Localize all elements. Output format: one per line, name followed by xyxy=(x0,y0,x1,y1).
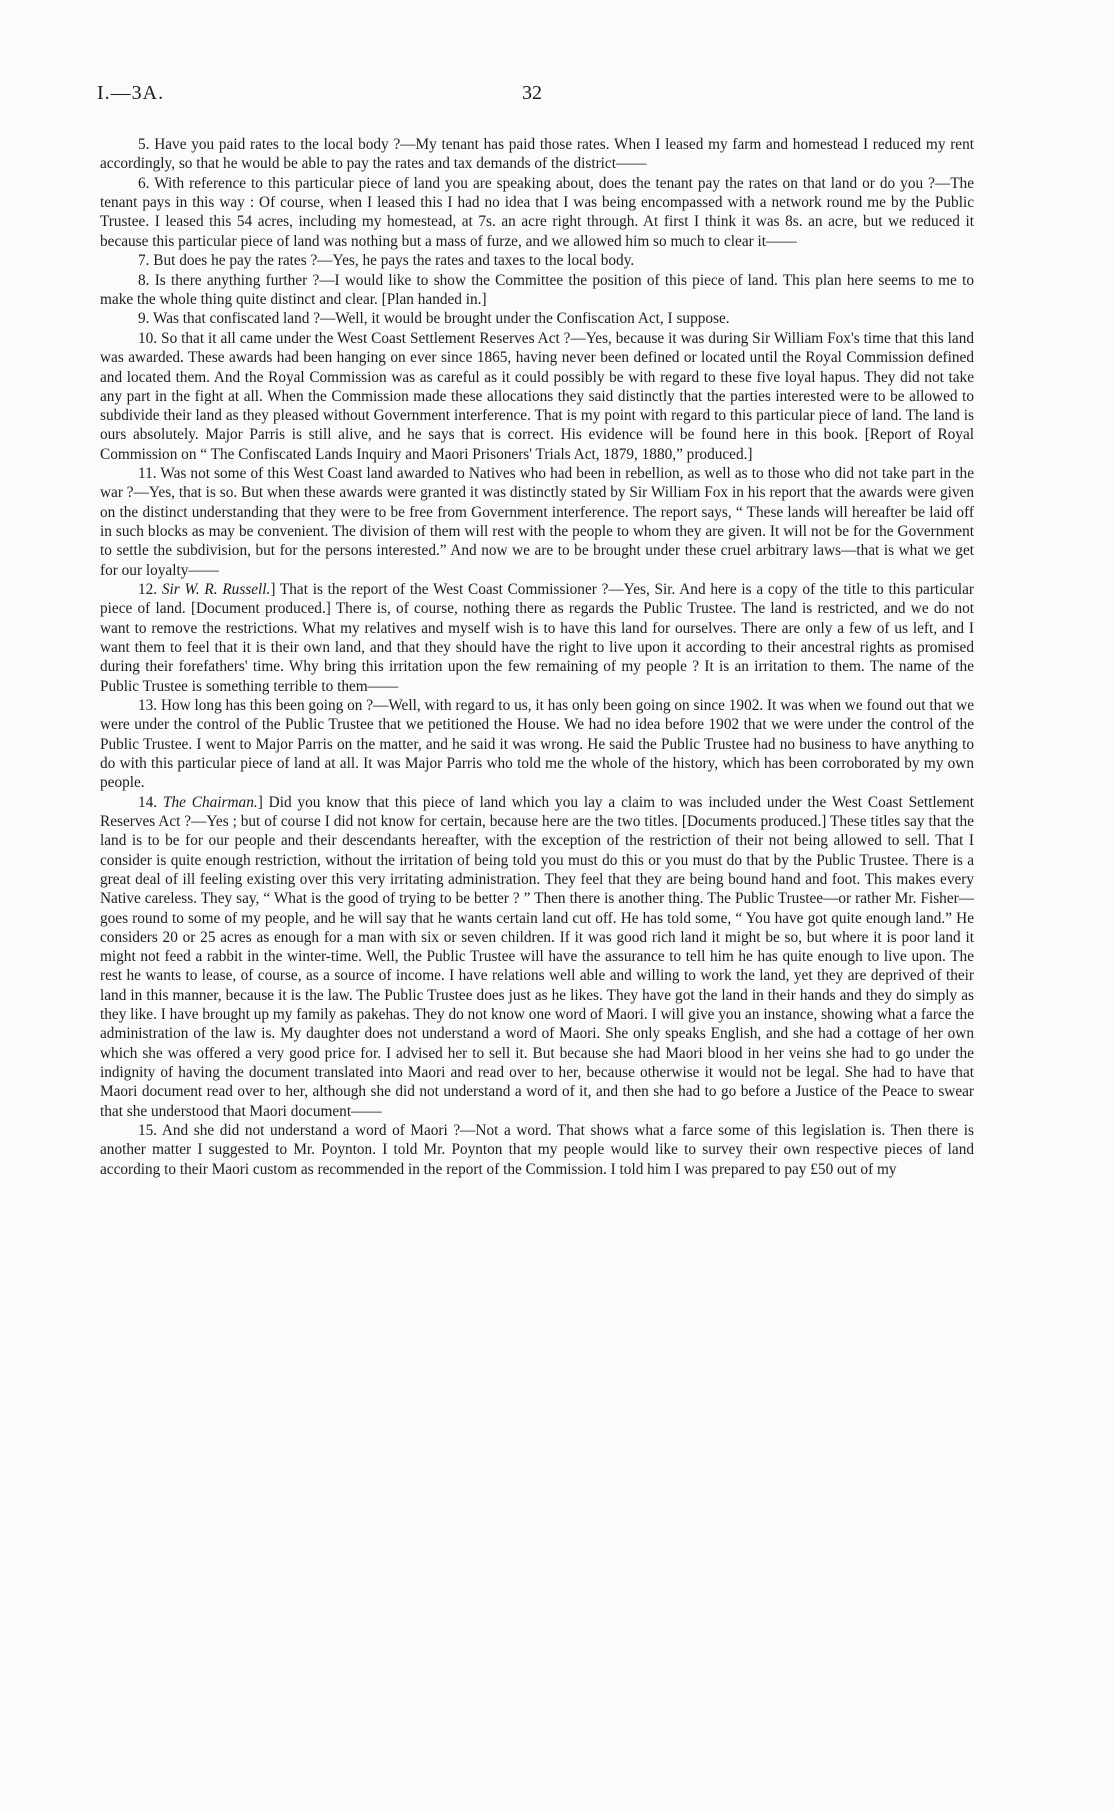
paragraph-9: 9. Was that confiscated land ?—Well, it would be brought under the Confiscation Act, I suppose. xyxy=(138,310,730,328)
page-reference: I.—3A. xyxy=(97,82,165,104)
paragraph-13: 13. How long has this been going on ?—Well, with regard to us, it has only been going on since 1902. It was when we found out that we were under the control of the Public Trustee that we petitioned the House. We had no idea before 1902 that we were under the control of the Public Trustee. I went to Major Parris on the matter, and he said it was wrong. He said the Public Trustee had no business to have anything to do with this particular piece of land at all. It was Major Parris who told me the whole of the history, which has been corroborated by my own people. xyxy=(100,697,974,792)
paragraph-14 xyxy=(100,793,974,1121)
paragraph-6: 6. With reference to this particular piece of land you are speaking about, does the tenant pay the rates on that land or do you ?—The tenant pays in this way : Of course, when I leased this I had no idea that I was being encompassed with a network round me by the Public Trustee. I leased this 54 acres, including my homestead, at 7s. an acre right through. At first I think it was 8s. an acre, but we reduced it because this particular piece of land was nothing but a mass of furze, and we allowed him so much to clear it—— xyxy=(100,174,974,250)
paragraph-5: 5. Have you paid rates to the local body ?—My tenant has paid those rates. When I leased my farm and homestead I reduced my rent accordingly, so that he would be able to pay the rates and tax demands of the district—— xyxy=(100,136,974,173)
paragraph-text: ] That is the report of the West Coast Commissioner ?—Yes, Sir. And here is a copy of the title to this particular piece of land. [Document produced.] There is, of course, nothing there as regards the Public Trustee. The land is restricted, and we do not want to remove the restrictions. What my relatives and myself wish is to have this land for ourselves. There are only a few of us left, and I want them to feel that it is their own land, and that they should have the right to live upon it according to their ancestral rights as promised during their forefathers' time. Why bring this irritation upon the few remaining of my people ? It is an irritation to them. The name of the Public Trustee is something terrible to them—— xyxy=(100,581,975,695)
paragraph-12 xyxy=(100,580,974,696)
paragraph-7: 7. But does he pay the rates ?—Yes, he pays the rates and taxes to the local body. xyxy=(138,252,635,270)
page-number: 32 xyxy=(522,82,542,104)
question-number: 12. xyxy=(138,581,158,599)
speaker-name: Sir W. R. Russell. xyxy=(161,581,271,599)
paragraph-15: 15. And she did not understand a word of Maori ?—Not a word. That shows what a farce some of this legislation is. Then there is another matter I suggested to Mr. Poynton. I told Mr. Poynton that my people would like to survey their own respective pieces of land according to their Maori custom as recommended in the report of the Commission. I told him I was prepared to pay £50 out of my xyxy=(100,1122,974,1178)
paragraph-text: ] Did you know that this piece of land which you lay a claim to was included under the West Coast Settlement Reserves Act ?—Yes ; but of course I did not know for certain, because here are the two titles. [Documents produced.] These titles say that the land is to be for our people and their descendants hereafter, with the exception of the restriction of their not being allowed to sell. That I consider is quite enough restriction, without the irritation of being told you must do this or you must do that by the Public Trustee. There is a great deal of ill feeling existing over this very irritating administration. They feel that they are being bound hand and foot. This makes every Native careless. They say, “ What is the good of trying to be better ? ” Then there is another thing. The Public Trustee—or rather Mr. Fisher—goes round to some of my people, and he will say that he wants certain land cut off. He has told some, “ You have got quite enough land.” He considers 20 or 25 acres as enough for a man with six or seven children. If it was good rich land it might be so, but where it is poor land it might not feed a rabbit in the winter-time. Well, the Public Trustee will have the assurance to tell him he has quite enough to live upon. The rest he wants to lease, of course, as a source of income. I have relations well able and willing to work the land, yet they are deprived of their land in this manner, because it is the law. The Public Trustee does just as he likes. They have got the land in their hands and they do simply as they like. I have brought up my family as pakehas. They do not know one word of Maori. I will give you an instance, showing what a farce the administration of the law is. My daughter does not understand a word of Maori. She only speaks English, and she had a cottage of her own which she was offered a very good price for. I advised her to sell it. But because she had Maori blood in her veins she had to go under the indignity of having the document translated into Maori and read over to her, because otherwise it would not be legal. She had to have that Maori document read over to her, although she did not understand a word of it, and then she had to go before a Justice of the Peace to swear that she understood that Maori document—— xyxy=(100,793,975,1120)
speaker-name: The Chairman. xyxy=(163,793,258,811)
paragraph-11: 11. Was not some of this West Coast land awarded to Natives who had been in rebellion, as well as to those who did not take part in the war ?—Yes, that is so. But when these awards were granted it was distinctly stated by Sir William Fox in his report that the awards were given on the distinct understanding that they were to be free from Government interference. The report says, “ These lands will hereafter be laid off in such blocks as may be convenient. The division of them will rest with the people to whom they are given. It will not be for the Government to settle the subdivision, but for the persons interested.” And now we are to be brought under these cruel arbitrary laws—that is what we get for our loyalty—— xyxy=(100,465,974,579)
paragraph-8: 8. Is there anything further ?—I would like to show the Committee the position of this piece of land. This plan here seems to me to make the whole thing quite distinct and clear. [Plan handed in.] xyxy=(100,271,974,308)
paragraph-10: 10. So that it all came under the West Coast Settlement Reserves Act ?—Yes, because it was during Sir William Fox's time that this land was awarded. These awards had been hanging on ever since 1865, having never been defined or located until the Royal Commission defined and located them. And the Royal Commission was as careful as it could possibly be with regard to these five loyal hapus. They did not take any part in the fight at all. When the Commission made these allocations they said distinctly that the parties interested were to be allowed to subdivide their land as they pleased without Government interference. That is my point with regard to this particular piece of land. The land is ours absolutely. Major Parris is still alive, and he says that is correct. His evidence will be found here in this book. [Report of Royal Commission on “ The Confiscated Lands Inquiry and Maori Prisoners' Trials Act, 1879, 1880,” produced.] xyxy=(100,329,974,463)
question-number: 14. xyxy=(138,793,158,811)
body-text xyxy=(100,135,974,1179)
